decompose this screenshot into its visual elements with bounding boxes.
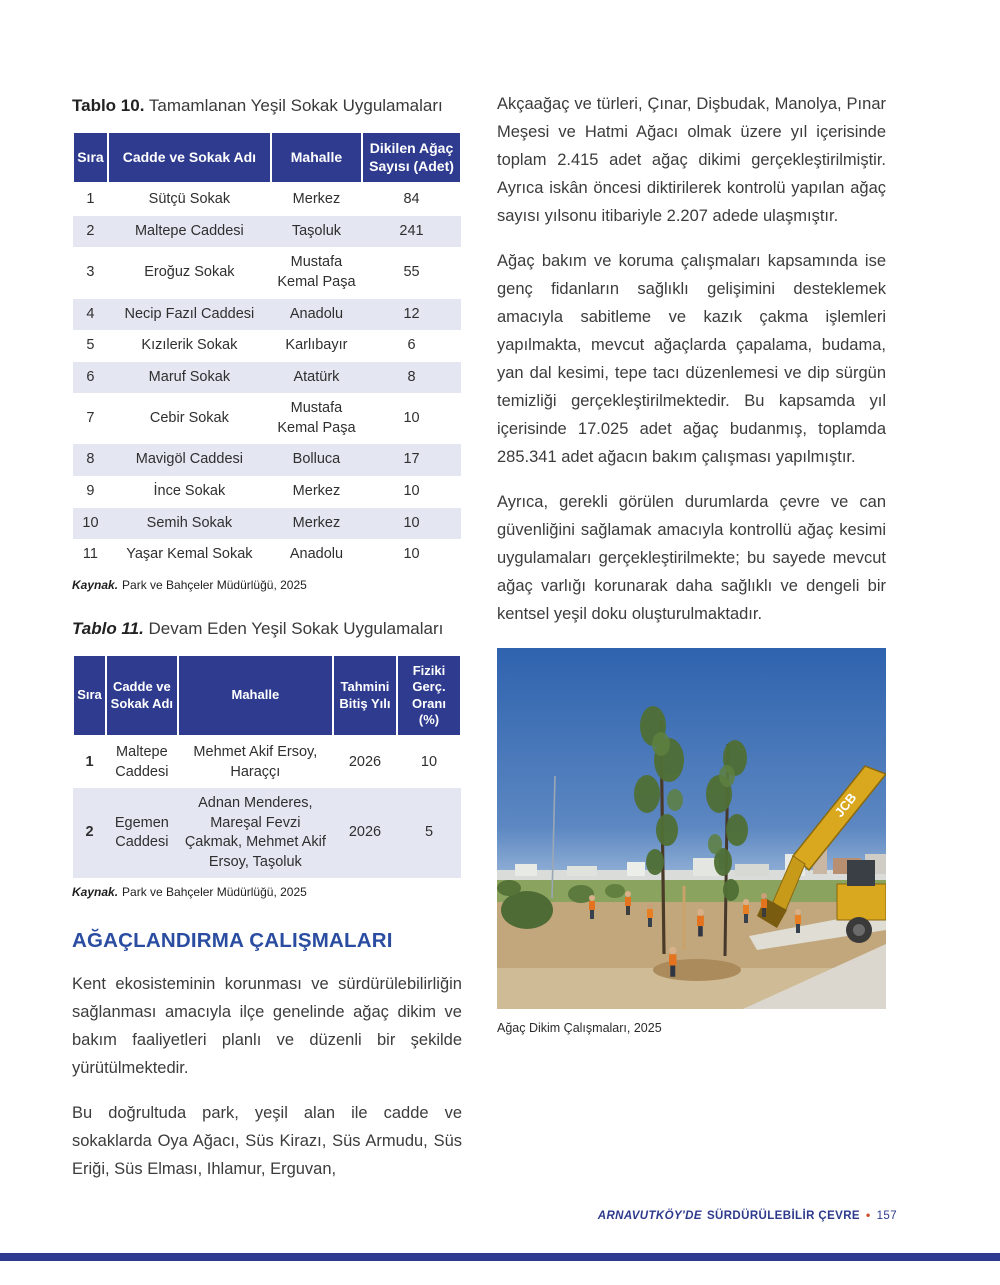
cell-mahalle: Karlıbayır	[285, 337, 348, 354]
cell-count: 10	[403, 410, 420, 427]
table-ongoing-green-streets	[72, 654, 462, 878]
cell-sira: 6	[86, 368, 95, 385]
cell-finish-year: 2026	[348, 824, 382, 841]
table11-header-row	[73, 655, 461, 736]
left-column	[72, 93, 462, 1183]
cell-sira: 10	[82, 514, 99, 531]
table-row	[73, 330, 461, 362]
cell-mahalle: Atatürk	[293, 368, 340, 385]
cell-mahalle: Anadolu	[289, 305, 344, 322]
cell-sira: 3	[86, 264, 95, 281]
table11-title	[72, 616, 462, 642]
cell-count: 8	[407, 368, 416, 385]
table-row	[73, 393, 461, 444]
cell-count: 6	[407, 337, 416, 354]
source-text: Park ve Bahçeler Müdürlüğü, 2025	[122, 885, 307, 900]
body-paragraph: Bu doğrultuda park, yeşil alan ile cadde ve sokaklarda Oya Ağacı, Süs Kirazı, Süs Armudu, Süs Eriği, Süs Elması, Ihlamur, Erguvan,	[72, 1104, 462, 1179]
tree-planting-photo	[497, 648, 886, 1009]
cell-sira: 1	[85, 753, 94, 770]
table-row	[73, 476, 461, 508]
cell-sira: 9	[86, 482, 95, 499]
cell-sira: 7	[86, 410, 95, 427]
footer-accent-bar	[0, 1253, 1000, 1261]
cell-count: 17	[403, 451, 420, 468]
dirt-mound	[653, 959, 741, 981]
table11-source	[72, 885, 462, 899]
cell-sira: 8	[86, 451, 95, 468]
body-paragraph: Ayrıca, gerekli görülen durumlarda çevre ve can güvenliğini sağlamak amacıyla kontrollü ağaç kesimi uygulamaları gerçekleştirilmekte; bu sayede mevcut ağaç varlığı korunarak daha sağlıklı ve dengeli bir kentsel yeşil doku oluşturulmaktadır.	[497, 493, 886, 623]
table11-col-mahalle: Mahalle	[178, 655, 333, 736]
table11-col-progress: Fiziki Gerç. Oranı (%)	[397, 655, 461, 736]
cell-street: Egemen Caddesi	[114, 814, 169, 851]
table10-title	[72, 93, 462, 119]
page-number: 157	[876, 1210, 897, 1222]
cell-sira: 2	[86, 222, 95, 239]
cell-progress: 10	[420, 753, 438, 770]
cell-sira: 5	[86, 337, 95, 354]
cell-mahalle: Mustafa Kemal Paşa	[277, 400, 356, 436]
cell-street: Mavigöl Caddesi	[135, 451, 243, 468]
photo-caption: Ağaç Dikim Çalışmaları, 2025	[497, 1021, 662, 1035]
cell-street: Semih Sokak	[146, 514, 233, 531]
cell-mahalle: Merkez	[292, 514, 341, 531]
cell-count: 12	[403, 305, 420, 322]
cell-street: Kızılerik Sokak	[141, 337, 238, 354]
cell-count: 84	[403, 191, 420, 208]
table-row	[73, 539, 461, 571]
cell-mahalle: Bolluca	[292, 451, 341, 468]
footer-series-title-italic: ARNAVUTKÖY'DE	[597, 1210, 702, 1222]
table10-col-count: Dikilen Ağaç Sayısı (Adet)	[362, 132, 461, 183]
source-label: Kaynak.	[72, 885, 119, 900]
body-paragraph: Ağaç bakım ve koruma çalışmaları kapsamında ise genç fidanların sağlıklı gelişimini desteklemek amacıyla sabitleme ve kazık çakma işlemleri yapılmakta, mevcut ağaçlarda çapalama, budama, yan dal kesimi, tepe tacı düzenlemesi ve dip sürgün temizliği gerçekleştirilmektedir. Bu kapsamda yıl içerisinde 17.025 adet ağaç budanmış, toplamda 285.341 adet ağacın bakım çalışması yapılmıştır.	[497, 252, 886, 466]
table-row	[73, 788, 461, 878]
table-row	[73, 508, 461, 540]
cell-street: Yaşar Kemal Sokak	[126, 546, 253, 563]
cell-mahalle: Merkez	[292, 482, 341, 499]
cell-count: 10	[403, 514, 420, 531]
cell-street: Maltepe Caddesi	[115, 744, 169, 780]
cell-street: Maruf Sokak	[148, 368, 231, 385]
cell-mahalle: Anadolu	[289, 546, 344, 563]
photo-illustration	[497, 648, 886, 1009]
excavator-brand-label: JCB	[831, 790, 860, 820]
cell-count: 10	[403, 482, 420, 499]
table-row	[73, 736, 461, 788]
footer-bullet: •	[866, 1208, 871, 1222]
cell-street: Necip Fazıl Caddesi	[124, 305, 255, 322]
table10-col-mahalle: Mahalle	[271, 132, 362, 183]
table-row	[73, 362, 461, 394]
table-row	[73, 444, 461, 476]
table-completed-green-streets	[72, 131, 462, 570]
table11-col-finish-year: Tahmini Bitiş Yılı	[333, 655, 397, 736]
table-row	[73, 216, 461, 248]
sky	[497, 648, 886, 886]
cell-mahalle: Merkez	[292, 191, 341, 208]
cell-street: Maltepe Caddesi	[134, 222, 244, 239]
source-text: Park ve Bahçeler Müdürlüğü, 2025	[122, 577, 307, 592]
page-footer	[598, 1208, 897, 1222]
body-paragraph: Akçaağaç ve türleri, Çınar, Dişbudak, Manolya, Pınar Meşesi ve Hatmi Ağacı olmak üzere yıl içerisinde toplam 2.415 adet ağaç dikimi gerçekleştirilmiştir. Ayrıca iskân öncesi diktirilerek kontrolü yapılan ağaç sayısı yılsonu itibariyle 2.207 adede ulaşmıştır.	[497, 95, 886, 225]
table10-col-street: Cadde ve Sokak Adı	[108, 132, 271, 183]
cell-street: Eroğuz Sokak	[144, 264, 235, 281]
cell-mahalle: Adnan Menderes, Mareşal Fevzi Çakmak, Mehmet Akif Ersoy, Taşoluk	[184, 795, 326, 870]
cell-street: Sütçü Sokak	[148, 191, 231, 208]
section-heading-agaclandirma: AĞAÇLANDIRMA ÇALIŞMALARI	[72, 929, 393, 953]
cell-count: 55	[403, 264, 420, 281]
cell-progress: 5	[424, 824, 434, 841]
cell-sira: 11	[82, 546, 98, 563]
cell-finish-year: 2026	[348, 753, 382, 770]
table10-title-text: Tamamlanan Yeşil Sokak Uygulamaları	[148, 96, 443, 115]
table-row	[73, 247, 461, 298]
cell-sira: 2	[85, 824, 94, 841]
cell-sira: 1	[86, 191, 95, 208]
table10-title-label: Tablo 10.	[72, 96, 145, 115]
cell-street: Cebir Sokak	[149, 410, 229, 427]
source-label: Kaynak.	[72, 577, 119, 592]
table-row	[73, 183, 461, 216]
table11-col-sira: Sıra	[73, 655, 106, 736]
table11-title-label: Tablo 11.	[72, 618, 144, 638]
table11-title-text: Devam Eden Yeşil Sokak Uygulamaları	[148, 618, 444, 638]
cell-street: İnce Sokak	[153, 482, 226, 499]
table11-col-street: Cadde ve Sokak Adı	[106, 655, 178, 736]
table10-header-row	[73, 132, 461, 183]
cell-count: 10	[403, 546, 420, 563]
cell-count: 241	[399, 222, 424, 239]
table-row	[73, 299, 461, 331]
table10-col-sira: Sıra	[73, 132, 108, 183]
body-paragraph: Kent ekosisteminin korunması ve sürdürülebilirliğin sağlanması amacıyla ilçe genelinde ağaç dikim ve bakım faaliyetleri planlı ve düzenli bir şekilde yürütülmektedir.	[72, 975, 462, 1078]
cell-mahalle: Mustafa Kemal Paşa	[277, 254, 356, 291]
cell-sira: 4	[86, 305, 95, 322]
right-column	[497, 90, 886, 1048]
footer-series-title: SÜRDÜRÜLEBİLİR ÇEVRE	[706, 1210, 860, 1222]
cell-mahalle: Taşoluk	[291, 222, 342, 239]
cell-mahalle: Mehmet Akif Ersoy, Haraççı	[193, 744, 318, 780]
table10-source	[72, 578, 462, 592]
